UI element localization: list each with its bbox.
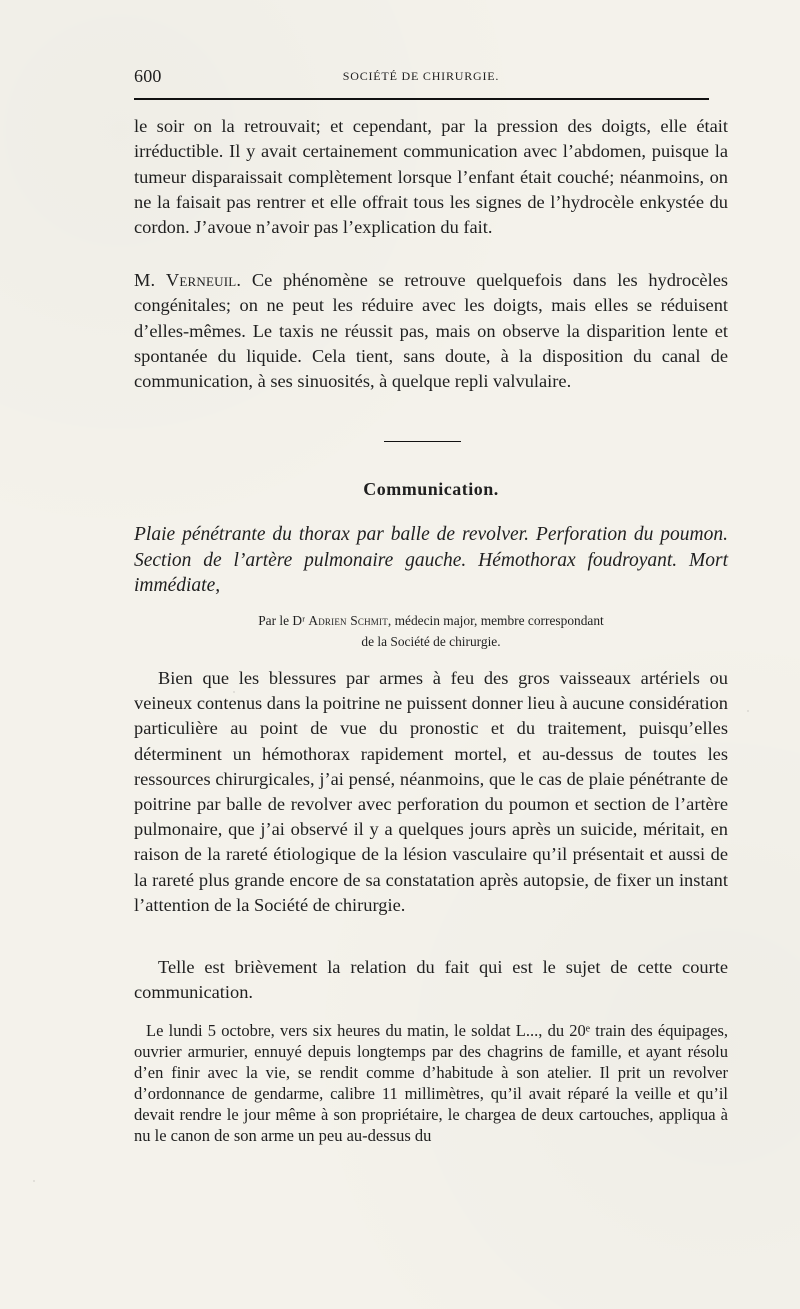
paper-speck (747, 710, 749, 712)
author-line-1 (134, 610, 728, 631)
discussion-paragraph-2-text: Ce phénomène se retrouve quelquefois dans les hydrocèles congénitales; on ne peut les réduire avec les doigts, mais elles se réduisent d’elles-mêmes. Le taxis ne réussit pas, mais on observe la disparition lente et spontanée du liquide. Cela tient, sans doute, à la disposition du canal de communication, à ses sinuosités, à quelque repli valvulaire. (134, 270, 729, 392)
discussion-paragraph-1: le soir on la retrouvait; et cependant, par la pression des doigts, elle était irréductible. Il y avait certainement communication avec l’abdomen, puisque la tumeur disparaissait complètement lorsque l’enfant était couché; néanmoins, on ne la faisait pas rentrer et elle offrait tous les signes de l’hydrocèle enkystée du cordon. J’avoue n’avoir pas l’explication du fait. (134, 116, 728, 238)
running-header (134, 66, 708, 90)
paper-speck (233, 691, 235, 693)
speaker-verneuil: M. Verneuil. (134, 270, 242, 290)
communication-heading: Communication. (363, 479, 499, 499)
section-separator (384, 441, 461, 442)
paper-speck (33, 1180, 35, 1182)
page-number: 600 (134, 66, 162, 86)
author-byline (134, 610, 728, 652)
communication-paragraph-1: Bien que les blessures par armes à feu des gros vaisseaux artériels ou veineux contenus dans la poitrine ne puissent donner lieu à aucune considération particulière au point de vue du pronostic et du traitement, puisqu’elles déterminent un hémothorax rapidement mortel, et au-dessus de toutes les ressources chirurgicales, j’ai pensé, néanmoins, que le cas de plaie pénétrante de poitrine par balle de revolver avec perforation du poumon et section de l’artère pulmonaire, que j’ai observé il y a quelques jours après un suicide, méritait, en raison de la rareté étiologique de la lésion vasculaire qu’il présentait et aussi de la rareté plus grande encore de sa constatation après autopsie, de fixer un instant l’attention de la Société de chirurgie. (134, 668, 728, 915)
author-prefix: Par le Dʳ (258, 613, 309, 628)
author-suffix: , médecin major, membre correspondant (387, 613, 604, 628)
journal-title: SOCIÉTÉ DE CHIRURGIE. (342, 69, 500, 83)
discussion-paragraph-2 (134, 268, 728, 394)
article-title: Plaie pénétrante du thorax par balle de revolver. Perforation du poumon. Section de l’artère pulmonaire gauche. Hémothorax foudroyant. Mort immédiate, (134, 524, 728, 596)
case-report-paragraph: Le lundi 5 octobre, vers six heures du matin, le soldat L..., du 20ᵉ train des équipages, ouvrier armurier, ennuyé depuis longtemps par des chagrins de famille, et ayant résolu d’en finir avec la vie, se rendit comme d’habitude à son atelier. Il prit un revolver d’ordonnance de gendarme, calibre 11 millimètres, qu’il avait réparé la veille et qu’il devait rendre le jour même à son propriétaire, le chargea de deux cartouches, appliqua à nu le canon de son arme un peu au-dessus du (134, 1021, 728, 1146)
author-name: Adrien Schmit (308, 613, 388, 628)
communication-paragraph-2: Telle est brièvement la relation du fait qui est le sujet de cette courte communication. (134, 957, 728, 1003)
author-line-2: de la Société de chirurgie. (361, 634, 501, 649)
header-rule (134, 98, 709, 100)
